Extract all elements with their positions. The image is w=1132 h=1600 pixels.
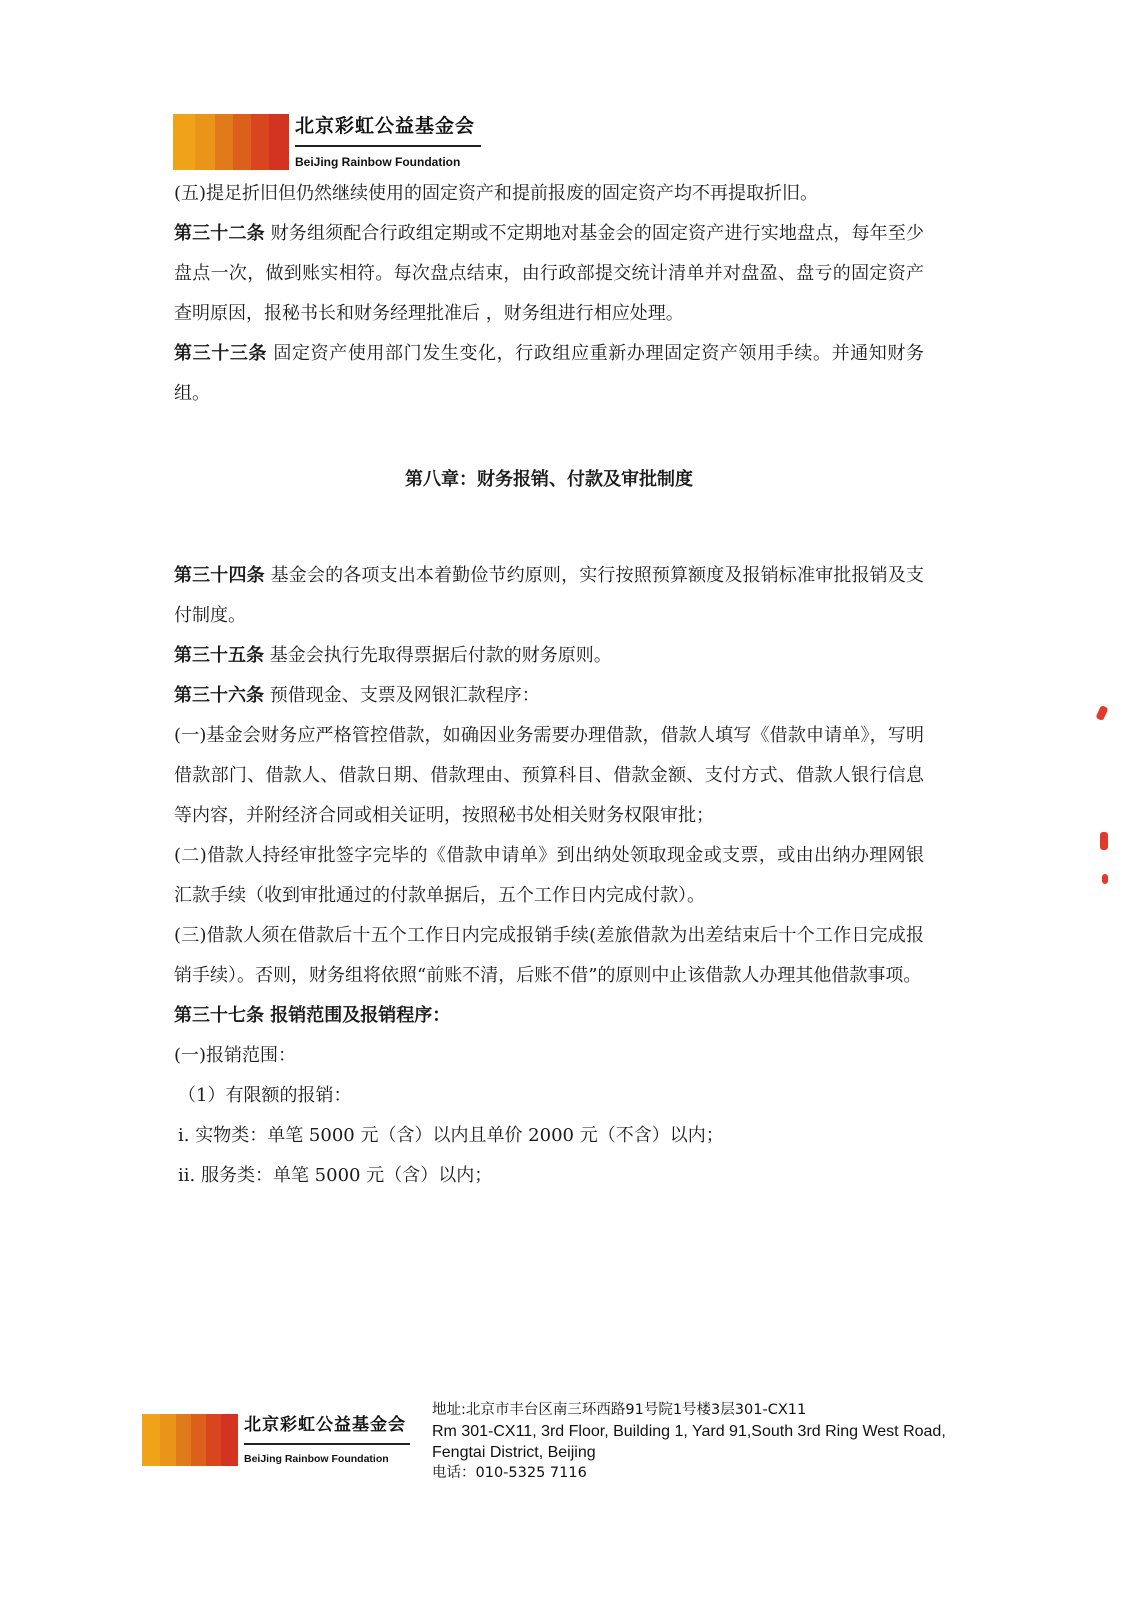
footer-address-block xyxy=(432,1400,972,1484)
article-32 xyxy=(174,214,924,334)
paragraph-depreciation-5: (五)提足折旧但仍然继续使用的固定资产和提前报废的固定资产均不再提取折旧。 xyxy=(174,183,819,204)
header-org-name-cn: 北京彩虹公益基金会 xyxy=(295,115,476,137)
article-36-item-3: (三)借款人须在借款后十五个工作日内完成报销手续(差旅借款为出差结束后十个工作日完成报销手续）。否则，财务组将依照“前账不清，后账不借”的原则中止该借款人办理其他借款事项。 xyxy=(174,925,924,986)
header-logo-rule xyxy=(295,145,481,147)
footer-org-name-en: BeiJing Rainbow Foundation xyxy=(244,1453,389,1465)
footer-logo-rule xyxy=(244,1443,410,1445)
article-37-item-1-1: （1）有限额的报销： xyxy=(178,1085,352,1106)
chapter-title: 第八章：财务报销、付款及审批制度 xyxy=(405,469,693,490)
article-37-item-i: i. 实物类：单笔 5000 元（含）以内且单价 2000 元（不含）以内； xyxy=(178,1125,724,1146)
article-34-text: 基金会的各项支出本着勤俭节约原则，实行按照预算额度及报销标准审批报销及支付制度。 xyxy=(174,565,924,626)
article-36-text: 预借现金、支票及网银汇款程序： xyxy=(269,685,540,706)
article-36 xyxy=(174,676,924,716)
margin-red-mark xyxy=(1102,874,1108,884)
article-35 xyxy=(174,636,924,676)
article-37-item-ii: ii. 服务类：单笔 5000 元（含）以内； xyxy=(178,1165,493,1186)
article-34-label: 第三十四条 xyxy=(174,565,265,586)
footer-address-cn: 地址:北京市丰台区南三环西路91号院1号楼3层301-CX11 xyxy=(432,1402,807,1418)
article-35-label: 第三十五条 xyxy=(174,645,264,666)
article-37-heading: 第三十七条 报销范围及报销程序： xyxy=(174,1005,451,1026)
footer-phone: 电话：010-5325 7116 xyxy=(432,1465,587,1481)
article-35-text: 基金会执行先取得票据后付款的财务原则。 xyxy=(269,645,612,666)
rainbow-stripes-logo-mark xyxy=(173,114,289,170)
article-33-text: 固定资产使用部门发生变化，行政组应重新办理固定资产领用手续。并通知财务组。 xyxy=(174,343,925,404)
article-33 xyxy=(174,334,924,414)
article-36-label: 第三十六条 xyxy=(174,685,264,706)
footer-address-en-line2: Fengtai District, Beijing xyxy=(432,1444,596,1461)
margin-red-mark xyxy=(1095,705,1108,721)
footer-org-name-cn: 北京彩虹公益基金会 xyxy=(244,1415,406,1435)
article-36-item-2: (二)借款人持经审批签字完毕的《借款申请单》到出纳处领取现金或支票，或由出纳办理网银汇款手续（收到审批通过的付款单据后，五个工作日内完成付款）。 xyxy=(174,845,924,906)
article-32-text: 财务组须配合行政组定期或不定期地对基金会的固定资产进行实地盘点，每年至少盘点一次，做到账实相符。每次盘点结束，由行政部提交统计清单并对盘盈、盘亏的固定资产查明原因，报秘书长和财务经理批准后 ，财务组进行相应处理。 xyxy=(174,223,924,324)
article-33-label: 第三十三条 xyxy=(174,343,268,364)
footer-logo xyxy=(142,1414,410,1466)
footer-address-en-line1: Rm 301-CX11, 3rd Floor, Building 1, Yard 91,South 3rd Ring West Road, xyxy=(432,1423,946,1440)
article-37-item-1: (一)报销范围： xyxy=(174,1045,297,1066)
article-36-item-1: (一)基金会财务应严格管控借款，如确因业务需要办理借款，借款人填写《借款申请单》，写明借款部门、借款人、借款日期、借款理由、预算科目、借款金额、支付方式、借款人银行信息等内容，并附经济合同或相关证明，按照秘书处相关财务权限审批； xyxy=(174,725,924,826)
document-body xyxy=(174,174,924,1196)
article-34 xyxy=(174,556,924,636)
article-32-label: 第三十二条 xyxy=(174,223,265,244)
margin-red-mark xyxy=(1100,832,1108,850)
header-logo xyxy=(173,114,481,170)
footer-rainbow-stripes-logo-mark xyxy=(142,1414,238,1466)
header-org-name-en: BeiJing Rainbow Foundation xyxy=(295,155,461,169)
